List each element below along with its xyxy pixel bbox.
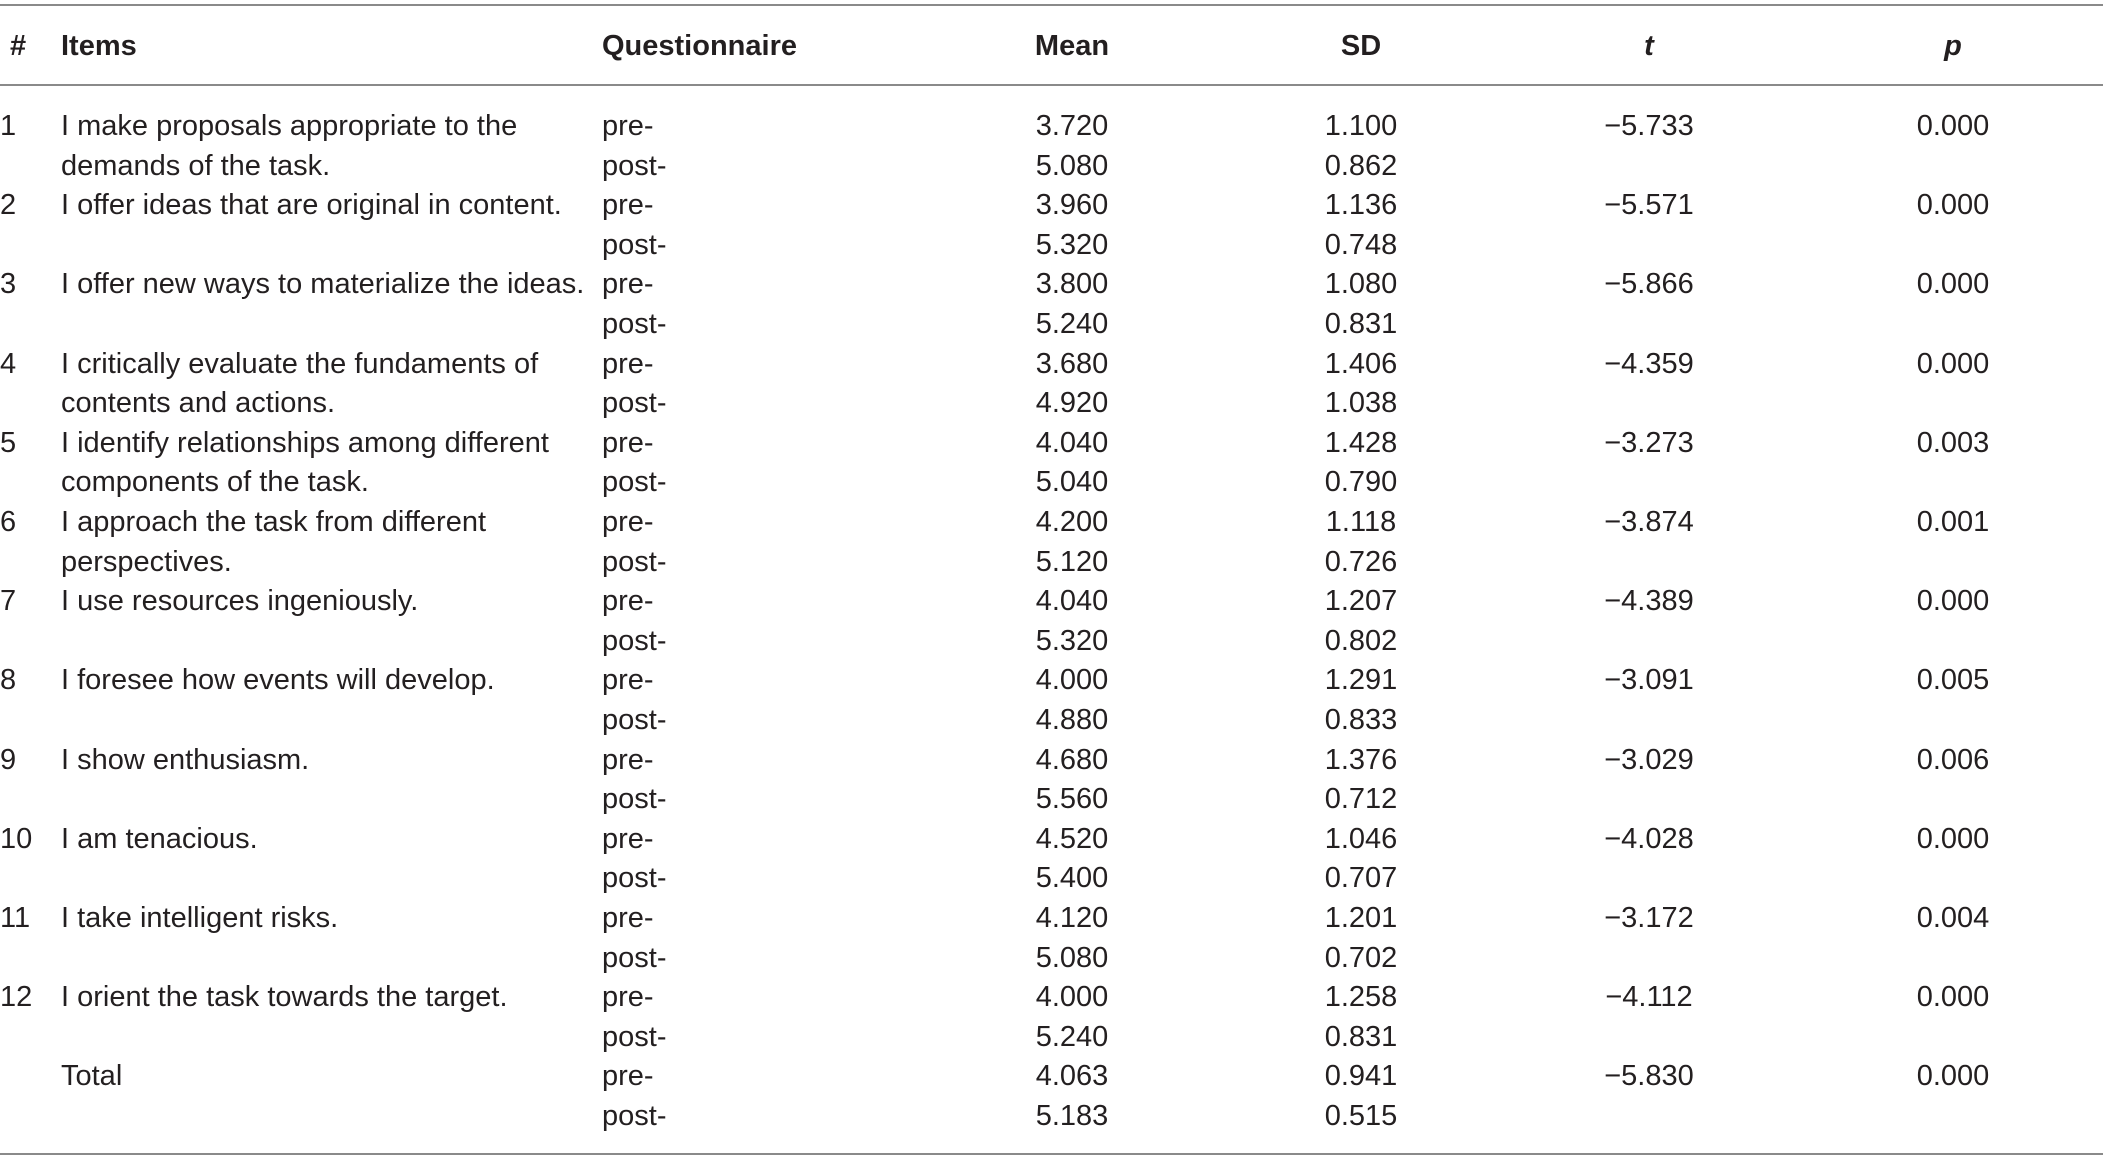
mean-post: 5.240 bbox=[1035, 308, 1109, 340]
mean-pre: 4.120 bbox=[1035, 902, 1109, 934]
sd-pre: 1.100 bbox=[1324, 110, 1398, 142]
item-text: I show enthusiasm. bbox=[61, 743, 310, 776]
table-row-post bbox=[0, 146, 2103, 186]
item-text: I identify relationships among different bbox=[61, 426, 549, 459]
p-value: 0.004 bbox=[1916, 902, 1990, 934]
mean-post: 5.040 bbox=[1035, 466, 1109, 499]
sd-post: 0.702 bbox=[1324, 941, 1398, 974]
mean-post: 5.320 bbox=[1035, 624, 1109, 657]
questionnaire-post: post- bbox=[602, 1020, 667, 1053]
item-text: I take intelligent risks. bbox=[61, 902, 339, 934]
table-row-post bbox=[0, 779, 2103, 819]
table-row-pre bbox=[0, 898, 2103, 938]
item-text: I am tenacious. bbox=[61, 822, 258, 855]
table-row-post bbox=[0, 858, 2103, 898]
table-bottom-rule bbox=[0, 1153, 2103, 1155]
mean-post: 5.400 bbox=[1035, 862, 1109, 895]
sd-pre: 1.046 bbox=[1324, 822, 1398, 855]
table-row-post bbox=[0, 383, 2103, 423]
questionnaire-pre: pre- bbox=[602, 426, 654, 459]
row-number: 10 bbox=[0, 822, 33, 855]
sd-post: 0.726 bbox=[1324, 545, 1398, 578]
questionnaire-pre: pre- bbox=[602, 902, 654, 934]
row-number: 5 bbox=[0, 426, 17, 459]
sd-pre: 1.118 bbox=[1325, 506, 1397, 538]
p-value: 0.000 bbox=[1916, 268, 1990, 301]
mean-pre: 4.040 bbox=[1035, 585, 1109, 618]
item-text: I critically evaluate the fundaments of bbox=[61, 347, 539, 380]
item-text-continued: components of the task. bbox=[61, 466, 369, 499]
questionnaire-pre: pre- bbox=[602, 347, 654, 380]
mean-post: 4.920 bbox=[1035, 387, 1109, 420]
p-value: 0.006 bbox=[1916, 743, 1990, 776]
item-text: I offer new ways to materialize the ideas. bbox=[61, 268, 585, 301]
questionnaire-post: post- bbox=[602, 466, 667, 499]
sd-post: 0.862 bbox=[1324, 149, 1398, 182]
item-text: Total bbox=[61, 1060, 123, 1093]
table-row-pre bbox=[0, 423, 2103, 463]
t-value: −5.866 bbox=[1604, 268, 1694, 301]
header-mean: Mean bbox=[1034, 30, 1110, 62]
p-value: 0.000 bbox=[1916, 347, 1990, 380]
t-value: −4.028 bbox=[1604, 822, 1694, 855]
sd-post: 1.038 bbox=[1324, 387, 1398, 420]
table-row-post bbox=[0, 700, 2103, 740]
row-number: 9 bbox=[0, 743, 17, 776]
p-value: 0.001 bbox=[1916, 506, 1990, 538]
sd-post: 0.748 bbox=[1324, 228, 1398, 261]
sd-pre: 1.428 bbox=[1324, 426, 1398, 459]
questionnaire-post: post- bbox=[602, 941, 667, 974]
mean-pre: 3.800 bbox=[1035, 268, 1109, 301]
item-text-continued: demands of the task. bbox=[61, 149, 331, 182]
questionnaire-post: post- bbox=[602, 624, 667, 657]
mean-pre: 4.680 bbox=[1035, 743, 1109, 776]
row-number: 7 bbox=[0, 585, 17, 618]
sd-post: 0.833 bbox=[1324, 704, 1398, 736]
mean-post: 4.880 bbox=[1035, 704, 1109, 736]
questionnaire-pre: pre- bbox=[602, 1060, 654, 1093]
questionnaire-pre: pre- bbox=[602, 981, 654, 1014]
row-number: 6 bbox=[0, 506, 17, 538]
table-row-pre bbox=[0, 106, 2103, 146]
questionnaire-post: post- bbox=[602, 149, 667, 182]
questionnaire-post: post- bbox=[602, 387, 667, 420]
questionnaire-post: post- bbox=[602, 783, 667, 816]
t-value: −4.112 bbox=[1605, 981, 1693, 1014]
table-row-post bbox=[0, 462, 2103, 502]
sd-pre: 1.376 bbox=[1324, 743, 1398, 776]
table-row-pre bbox=[0, 1056, 2103, 1096]
table-row-pre bbox=[0, 502, 2103, 542]
table-row-pre bbox=[0, 977, 2103, 1017]
mean-pre: 3.960 bbox=[1035, 189, 1109, 222]
table-header-row bbox=[0, 24, 2103, 68]
mean-pre: 4.000 bbox=[1035, 664, 1109, 697]
questionnaire-pre: pre- bbox=[602, 110, 654, 142]
mean-post: 5.320 bbox=[1035, 228, 1109, 261]
mean-post: 5.080 bbox=[1035, 149, 1109, 182]
mean-post: 5.120 bbox=[1035, 545, 1109, 578]
item-text: I approach the task from different bbox=[61, 506, 487, 538]
p-value: 0.000 bbox=[1916, 189, 1990, 222]
sd-post: 0.831 bbox=[1324, 308, 1398, 340]
p-value: 0.000 bbox=[1916, 981, 1990, 1014]
row-number: 11 bbox=[0, 902, 31, 934]
mean-pre: 4.063 bbox=[1035, 1060, 1109, 1093]
t-value: −5.733 bbox=[1604, 110, 1694, 142]
mean-post: 5.240 bbox=[1035, 1020, 1109, 1053]
mean-pre: 4.000 bbox=[1035, 981, 1109, 1014]
table-row-post bbox=[0, 225, 2103, 265]
sd-post: 0.790 bbox=[1324, 466, 1398, 499]
header-t: t bbox=[1644, 30, 1654, 62]
sd-pre: 1.080 bbox=[1324, 268, 1398, 301]
questionnaire-post: post- bbox=[602, 1100, 667, 1132]
table-row-pre bbox=[0, 660, 2103, 700]
table-row-post bbox=[0, 304, 2103, 344]
table-row-pre bbox=[0, 581, 2103, 621]
mean-pre: 4.200 bbox=[1035, 506, 1109, 538]
table-row-post bbox=[0, 621, 2103, 661]
mean-post: 5.080 bbox=[1035, 941, 1109, 974]
p-value: 0.000 bbox=[1916, 822, 1990, 855]
table-header-rule bbox=[0, 84, 2103, 86]
mean-pre: 4.520 bbox=[1035, 822, 1109, 855]
sd-post: 0.515 bbox=[1324, 1100, 1398, 1132]
questionnaire-pre: pre- bbox=[602, 189, 654, 222]
table-row-pre bbox=[0, 344, 2103, 384]
questionnaire-pre: pre- bbox=[602, 664, 654, 697]
t-value: −4.389 bbox=[1604, 585, 1694, 618]
sd-pre: 1.406 bbox=[1324, 347, 1398, 380]
questionnaire-pre: pre- bbox=[602, 268, 654, 301]
t-value: −4.359 bbox=[1604, 347, 1694, 380]
t-value: −3.874 bbox=[1604, 506, 1694, 538]
table-row-post bbox=[0, 1017, 2103, 1057]
sd-post: 0.802 bbox=[1324, 624, 1398, 657]
table-row-post bbox=[0, 938, 2103, 978]
t-value: −3.273 bbox=[1604, 426, 1694, 459]
sd-post: 0.831 bbox=[1324, 1020, 1398, 1053]
t-value: −3.172 bbox=[1604, 902, 1694, 934]
sd-post: 0.707 bbox=[1324, 862, 1398, 895]
questionnaire-pre: pre- bbox=[602, 585, 654, 618]
row-number: 1 bbox=[0, 110, 17, 142]
questionnaire-post: post- bbox=[602, 862, 667, 895]
p-value: 0.003 bbox=[1916, 426, 1990, 459]
row-number: 3 bbox=[0, 268, 17, 301]
mean-post: 5.183 bbox=[1035, 1100, 1109, 1132]
questionnaire-post: post- bbox=[602, 545, 667, 578]
questionnaire-pre: pre- bbox=[602, 822, 654, 855]
table-row-pre bbox=[0, 264, 2103, 304]
t-value: −5.830 bbox=[1604, 1060, 1694, 1093]
row-number: 8 bbox=[0, 664, 17, 697]
mean-pre: 3.720 bbox=[1035, 110, 1109, 142]
row-number: 4 bbox=[0, 347, 17, 380]
item-text-continued: contents and actions. bbox=[61, 387, 336, 420]
p-value: 0.000 bbox=[1916, 110, 1990, 142]
header-number: # bbox=[10, 30, 27, 62]
mean-post: 5.560 bbox=[1035, 783, 1109, 816]
table-row-pre bbox=[0, 819, 2103, 859]
t-value: −5.571 bbox=[1604, 189, 1694, 222]
item-text: I orient the task towards the target. bbox=[61, 981, 508, 1014]
header-questionnaire: Questionnaire bbox=[602, 30, 797, 62]
table-row-pre bbox=[0, 185, 2103, 225]
questionnaire-pre: pre- bbox=[602, 506, 654, 538]
sd-post: 0.712 bbox=[1324, 783, 1398, 816]
table-row-post bbox=[0, 1096, 2103, 1136]
item-text: I make proposals appropriate to the bbox=[61, 110, 518, 142]
p-value: 0.000 bbox=[1916, 585, 1990, 618]
t-value: −3.029 bbox=[1604, 743, 1694, 776]
questionnaire-post: post- bbox=[602, 704, 667, 736]
sd-pre: 1.258 bbox=[1324, 981, 1398, 1014]
sd-pre: 0.941 bbox=[1324, 1060, 1398, 1093]
item-text: I use resources ingeniously. bbox=[61, 585, 419, 618]
table-row-pre bbox=[0, 740, 2103, 780]
item-text: I offer ideas that are original in content. bbox=[61, 189, 562, 222]
questionnaire-post: post- bbox=[602, 228, 667, 261]
p-value: 0.005 bbox=[1916, 664, 1990, 697]
questionnaire-post: post- bbox=[602, 308, 667, 340]
header-sd: SD bbox=[1340, 30, 1382, 62]
p-value: 0.000 bbox=[1916, 1060, 1990, 1093]
sd-pre: 1.207 bbox=[1324, 585, 1398, 618]
mean-pre: 3.680 bbox=[1035, 347, 1109, 380]
header-items: Items bbox=[61, 30, 137, 62]
table-top-rule bbox=[0, 4, 2103, 6]
sd-pre: 1.136 bbox=[1324, 189, 1398, 222]
item-text-continued: perspectives. bbox=[61, 545, 232, 578]
questionnaire-pre: pre- bbox=[602, 743, 654, 776]
sd-pre: 1.201 bbox=[1324, 902, 1398, 934]
sd-pre: 1.291 bbox=[1324, 664, 1398, 697]
item-text: I foresee how events will develop. bbox=[61, 664, 495, 697]
row-number: 12 bbox=[0, 981, 33, 1014]
header-p: p bbox=[1944, 30, 1962, 62]
mean-pre: 4.040 bbox=[1035, 426, 1109, 459]
t-value: −3.091 bbox=[1604, 664, 1694, 697]
table-row-post bbox=[0, 542, 2103, 582]
row-number: 2 bbox=[0, 189, 17, 222]
